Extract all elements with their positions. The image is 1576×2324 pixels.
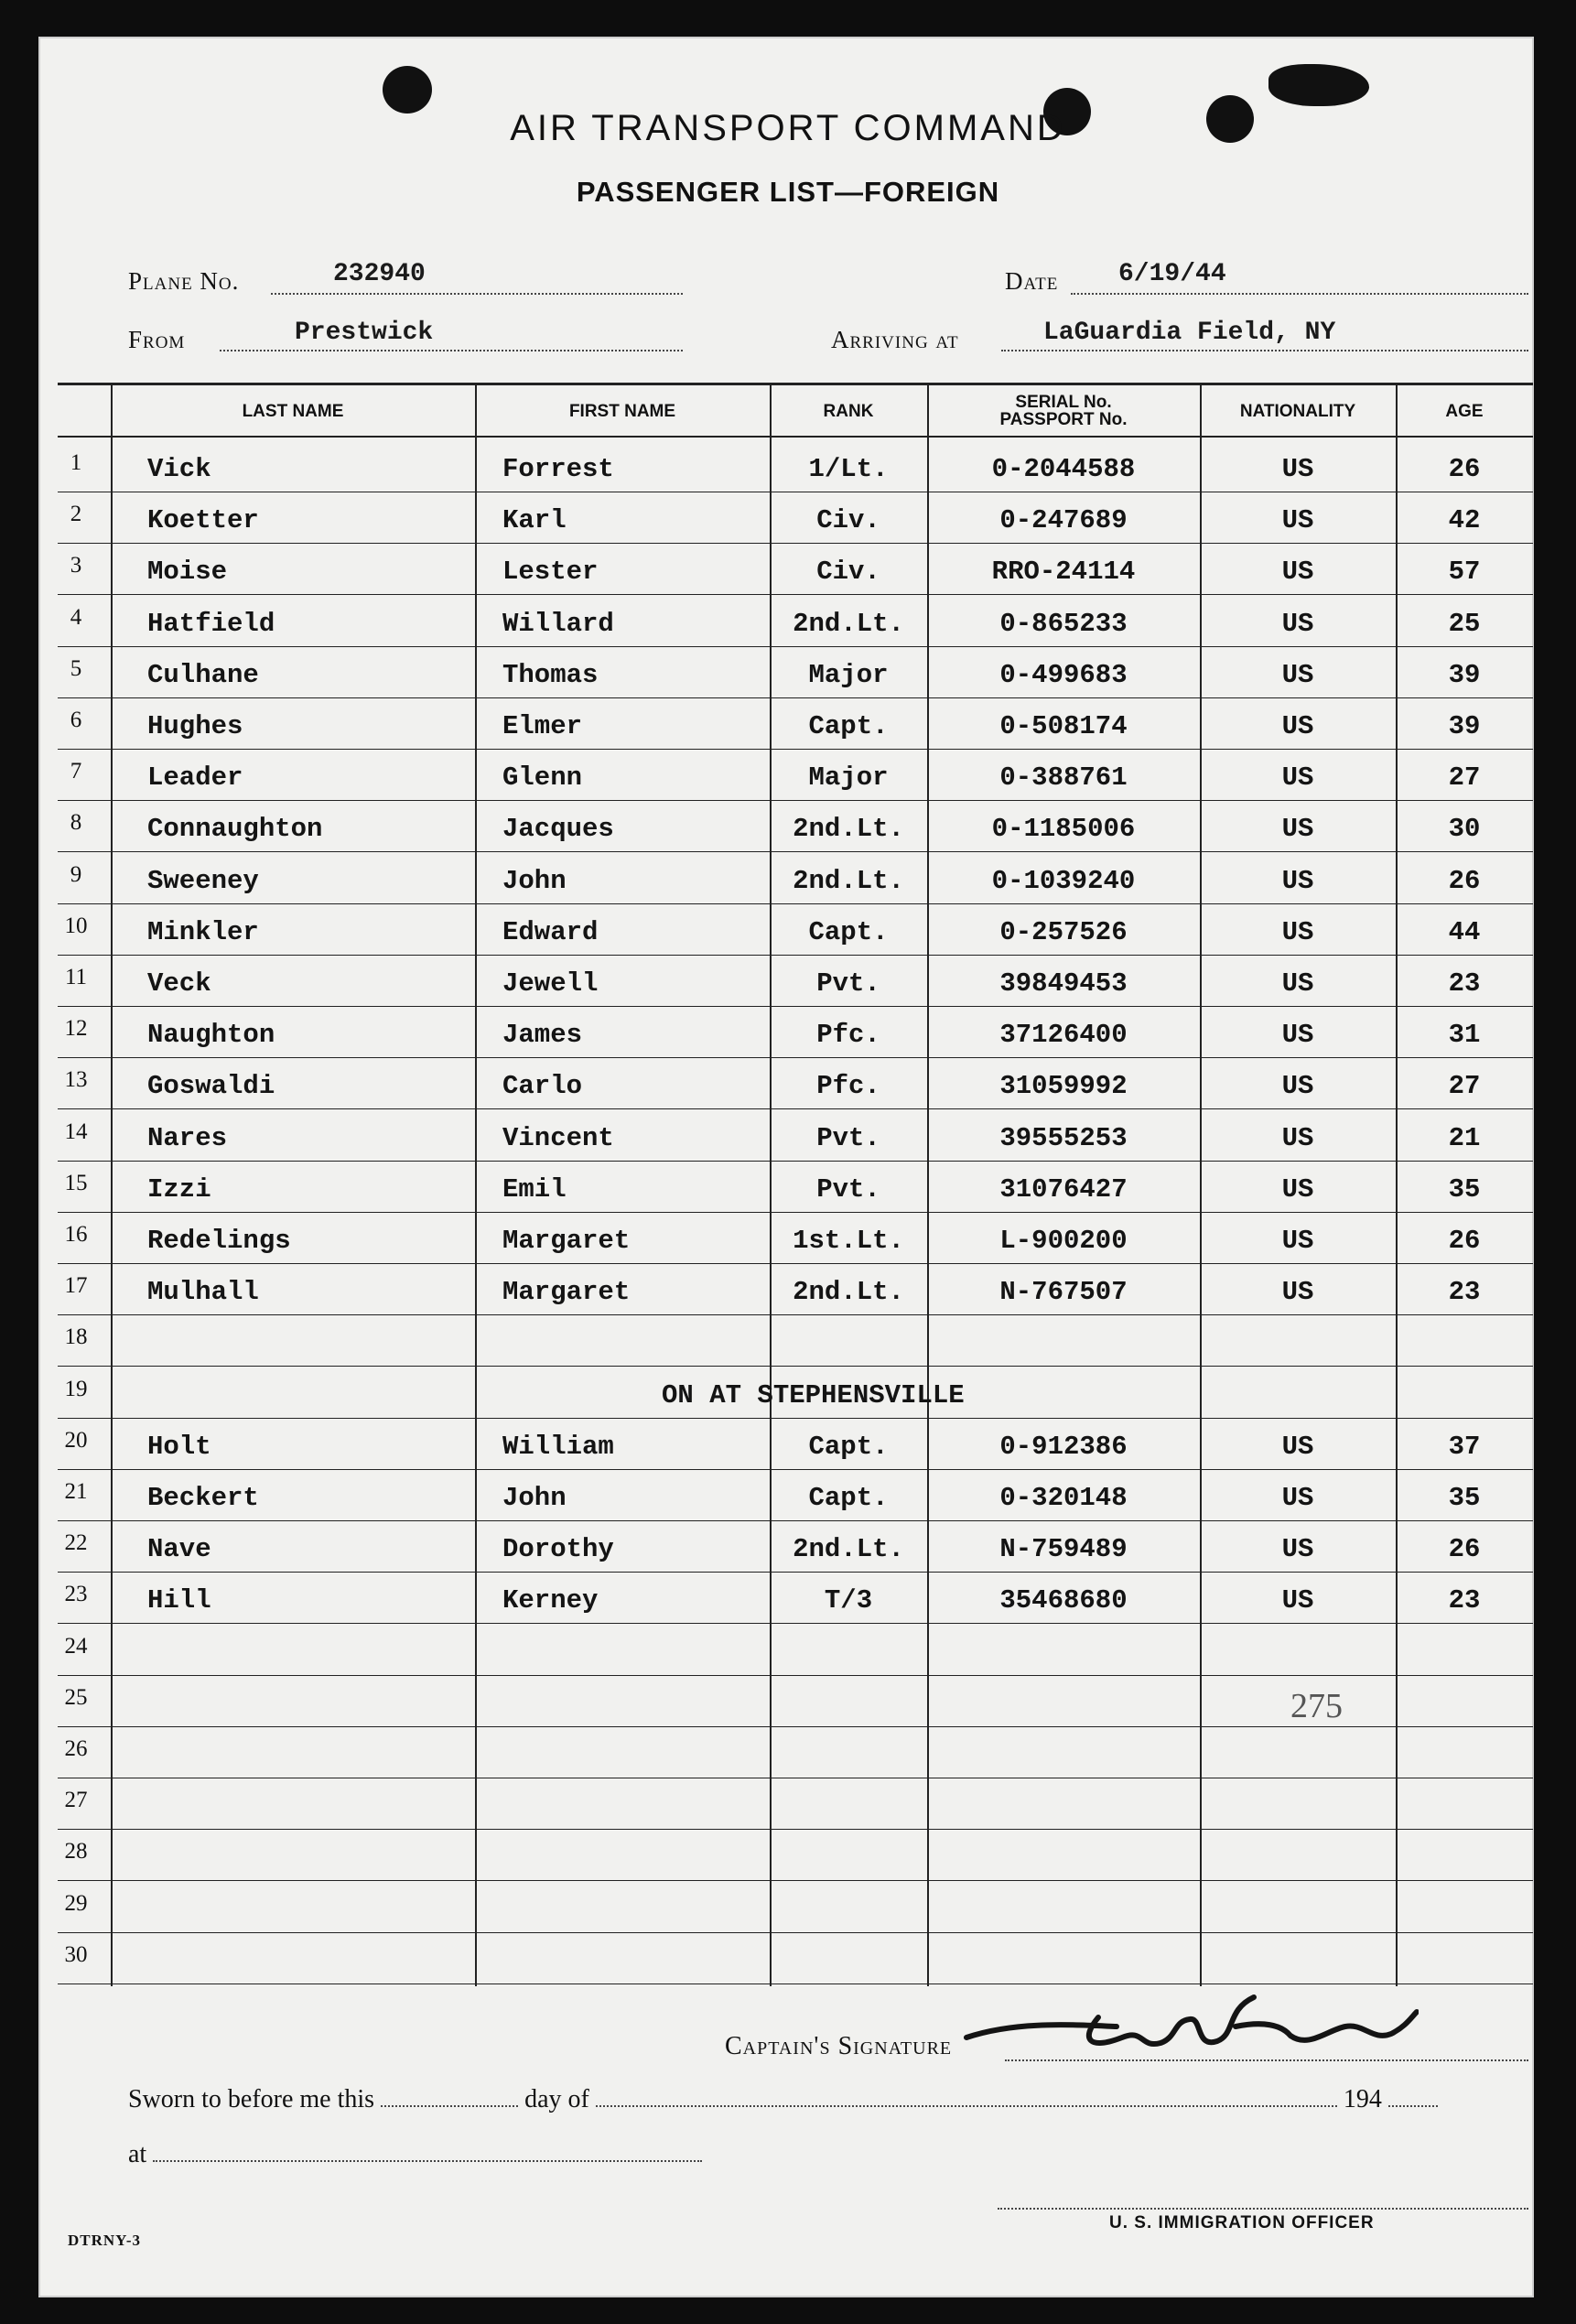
- cell-serial-no: 0-865233: [999, 608, 1128, 639]
- cell-first-name: Margaret: [502, 1277, 631, 1308]
- cell-serial-no: 39555253: [999, 1122, 1128, 1153]
- cell-first-name: James: [502, 1020, 583, 1051]
- table-row: [58, 492, 1533, 544]
- cell-age: 26: [1448, 865, 1481, 896]
- cell-first-name: Karl: [502, 505, 567, 536]
- table-row: [58, 1315, 1533, 1367]
- cell-serial-no: 39849453: [999, 968, 1128, 999]
- cell-rank: Capt.: [808, 916, 889, 947]
- row-number: 1: [70, 450, 82, 475]
- row-number: 4: [70, 604, 82, 630]
- table-row: [58, 698, 1533, 750]
- cell-last-name: Izzi: [147, 1173, 211, 1205]
- cell-first-name: Margaret: [502, 1226, 631, 1256]
- table-row: [58, 441, 1533, 492]
- punch-hole: [383, 66, 432, 113]
- at-label: at: [128, 2140, 147, 2168]
- sworn-line: [128, 2085, 1438, 2114]
- cell-nationality: US: [1281, 762, 1314, 794]
- plane-no-line: [271, 293, 683, 295]
- row-number: 14: [64, 1119, 88, 1144]
- cell-serial-no: 35468680: [999, 1585, 1128, 1616]
- cell-age: 35: [1448, 1483, 1481, 1513]
- cell-age: 42: [1448, 505, 1481, 536]
- from-label: From: [128, 326, 186, 353]
- cell-serial-no: 0-257526: [999, 916, 1128, 947]
- table-row: [58, 1419, 1533, 1470]
- cell-last-name: Redelings: [147, 1226, 291, 1256]
- cell-serial-no: N-759489: [999, 1534, 1128, 1565]
- cell-first-name: Lester: [502, 557, 599, 588]
- cell-age: 30: [1448, 814, 1481, 845]
- cell-nationality: US: [1281, 1483, 1314, 1513]
- cell-first-name: Dorothy: [502, 1534, 614, 1565]
- sworn-text: Sworn to before me this: [128, 2085, 375, 2113]
- arriving-line: [1001, 350, 1528, 351]
- cell-age: 27: [1448, 762, 1481, 794]
- cell-nationality: US: [1281, 454, 1314, 484]
- row-number: 22: [64, 1530, 88, 1556]
- row-number: 21: [64, 1479, 88, 1504]
- cell-nationality: US: [1281, 557, 1314, 588]
- sworn-year: 194: [1343, 2085, 1382, 2113]
- row-number: 27: [64, 1788, 88, 1813]
- row-number: 7: [70, 759, 82, 784]
- table-row: [58, 1110, 1533, 1162]
- cell-rank: Pvt.: [816, 1173, 880, 1205]
- table-row: [58, 1521, 1533, 1573]
- row-number: 12: [64, 1016, 88, 1042]
- table-row: [58, 1573, 1533, 1624]
- cell-last-name: Moise: [147, 557, 228, 588]
- cell-age: 23: [1448, 1277, 1481, 1308]
- cell-first-name: Glenn: [502, 762, 583, 794]
- cell-age: 25: [1448, 608, 1481, 639]
- cell-serial-no: 0-1039240: [991, 865, 1136, 896]
- handwritten-number: 275: [1290, 1687, 1343, 1725]
- cell-last-name: Hill: [147, 1585, 211, 1616]
- cell-serial-no: 37126400: [999, 1020, 1128, 1051]
- date-value: 6/19/44: [1118, 260, 1226, 288]
- cell-age: 26: [1448, 1226, 1481, 1256]
- row-number: 30: [64, 1941, 88, 1967]
- cell-nationality: US: [1281, 1071, 1314, 1102]
- cell-last-name: Nave: [147, 1534, 211, 1565]
- cell-nationality: US: [1281, 968, 1314, 999]
- table-row: [58, 1264, 1533, 1315]
- cell-first-name: Forrest: [502, 454, 614, 484]
- cell-rank: Capt.: [808, 1483, 889, 1513]
- table-row: [58, 1830, 1533, 1881]
- table-row: [58, 544, 1533, 595]
- cell-first-name: Jewell: [502, 968, 599, 999]
- cell-last-name: Koetter: [147, 505, 259, 536]
- date-label: Date: [1005, 267, 1059, 295]
- cell-nationality: US: [1281, 711, 1314, 741]
- table-row: [58, 1727, 1533, 1778]
- row-number: 19: [64, 1376, 88, 1401]
- cell-nationality: US: [1281, 608, 1314, 639]
- plane-no-label: Plane No.: [128, 267, 240, 295]
- cell-age: 23: [1448, 968, 1481, 999]
- row-number: 5: [70, 655, 82, 681]
- cell-rank: Pvt.: [816, 1122, 880, 1153]
- cell-rank: Pfc.: [816, 1020, 880, 1051]
- cell-serial-no: L-900200: [999, 1226, 1128, 1256]
- cell-first-name: Vincent: [502, 1122, 614, 1153]
- cell-last-name: Hughes: [147, 711, 243, 741]
- immigration-officer-label: U. S. IMMIGRATION OFFICER: [1109, 2213, 1375, 2232]
- col-header-serial-no: SERIAL No.: [1015, 393, 1112, 412]
- col-header-age: AGE: [1445, 402, 1484, 421]
- cell-serial-no: 0-388761: [999, 762, 1128, 794]
- cell-age: 26: [1448, 454, 1481, 484]
- cell-nationality: US: [1281, 659, 1314, 690]
- cell-first-name: Willard: [502, 608, 614, 639]
- cell-nationality: US: [1281, 916, 1314, 947]
- cell-last-name: Vick: [147, 454, 211, 484]
- cell-last-name: Hatfield: [147, 608, 275, 639]
- cell-rank: Civ.: [816, 557, 880, 588]
- row-number: 6: [70, 708, 82, 732]
- plane-no-value: 232940: [333, 260, 426, 288]
- row-number: 24: [64, 1633, 88, 1659]
- header-rule: [58, 436, 1533, 438]
- col-header-rank: RANK: [823, 402, 874, 421]
- cell-last-name: Goswaldi: [147, 1071, 275, 1102]
- cell-last-name: Holt: [147, 1431, 211, 1462]
- cell-nationality: US: [1281, 1431, 1314, 1462]
- row-number: 8: [70, 810, 82, 836]
- table-row: [58, 1882, 1533, 1933]
- cell-rank: 2nd.Lt.: [793, 608, 904, 639]
- cell-rank: Major: [808, 762, 889, 794]
- from-line: [220, 350, 683, 351]
- officer-line: [998, 2208, 1528, 2210]
- row-number: 2: [70, 502, 82, 527]
- col-header-nationality: NATIONALITY: [1239, 402, 1356, 421]
- cell-serial-no: 0-2044588: [991, 454, 1136, 484]
- cell-rank: 2nd.Lt.: [793, 814, 904, 845]
- arriving-label: Arriving at: [831, 326, 959, 353]
- cell-first-name: Kerney: [502, 1585, 599, 1616]
- cell-age: 21: [1448, 1122, 1481, 1153]
- table-row: [58, 750, 1533, 801]
- cell-age: 35: [1448, 1173, 1481, 1205]
- cell-serial-no: 31076427: [999, 1173, 1128, 1205]
- row-number: 26: [64, 1736, 88, 1761]
- cell-last-name: Nares: [147, 1122, 228, 1153]
- col-header-last-name: LAST NAME: [242, 402, 344, 421]
- date-line: [1071, 293, 1528, 295]
- table-row: [58, 1058, 1533, 1109]
- cell-first-name: William: [502, 1431, 614, 1462]
- row-number: 3: [70, 553, 82, 578]
- cell-nationality: US: [1281, 1534, 1314, 1565]
- row-number: 15: [64, 1170, 88, 1195]
- table-top-rule: [58, 383, 1533, 385]
- cell-serial-no: RRO-24114: [991, 557, 1136, 588]
- row-number: 9: [70, 861, 82, 887]
- cell-last-name: Minkler: [147, 916, 259, 947]
- cell-age: 31: [1448, 1020, 1481, 1051]
- row-number: 11: [64, 965, 88, 989]
- cell-rank: 1st.Lt.: [793, 1226, 904, 1256]
- cell-nationality: US: [1281, 1020, 1314, 1051]
- cell-serial-no: 0-1185006: [991, 814, 1136, 845]
- row-number: 25: [64, 1684, 88, 1710]
- at-line: [128, 2140, 702, 2169]
- cell-rank: Pfc.: [816, 1071, 880, 1102]
- row-number: 16: [64, 1222, 88, 1247]
- form-id: DTRNY-3: [68, 2232, 142, 2249]
- cell-rank: Civ.: [816, 505, 880, 536]
- cell-nationality: US: [1281, 1277, 1314, 1308]
- cell-serial-no: 0-499683: [999, 659, 1128, 690]
- row-number: 28: [64, 1839, 88, 1865]
- table-row: [58, 1778, 1533, 1830]
- cell-age: 39: [1448, 659, 1481, 690]
- cell-age: 26: [1448, 1534, 1481, 1565]
- col-header-passport-no: PASSPORT No.: [999, 410, 1128, 429]
- cell-rank: T/3: [824, 1585, 873, 1616]
- table-row: [58, 1933, 1533, 1984]
- cell-first-name: Carlo: [502, 1071, 583, 1102]
- table-row: [58, 1213, 1533, 1264]
- col-header-first-name: FIRST NAME: [568, 402, 676, 421]
- cell-nationality: US: [1281, 505, 1314, 536]
- cell-age: 23: [1448, 1585, 1481, 1616]
- sworn-day-of: day of: [524, 2085, 589, 2113]
- cell-serial-no: 0-508174: [999, 711, 1128, 741]
- cell-age: 39: [1448, 711, 1481, 741]
- row-number: 29: [64, 1890, 88, 1916]
- cell-serial-no: 0-912386: [999, 1431, 1128, 1462]
- cell-first-name: Thomas: [502, 659, 599, 690]
- cell-age: 57: [1448, 557, 1481, 588]
- cell-serial-no: 0-247689: [999, 505, 1128, 536]
- arriving-value: LaGuardia Field, NY: [1043, 319, 1336, 347]
- row-number: 17: [64, 1273, 88, 1299]
- cell-first-name: John: [502, 1483, 567, 1513]
- row-number: 13: [64, 1067, 88, 1093]
- ink-blot: [1268, 64, 1369, 106]
- row-number: 18: [64, 1324, 88, 1350]
- cell-rank: Major: [808, 659, 889, 690]
- captain-signature: [961, 1984, 1419, 2067]
- form-title: AIR TRANSPORT COMMAND: [510, 108, 1066, 148]
- passenger-table: [58, 383, 1533, 1986]
- captain-signature-label: Captain's Signature: [725, 2032, 953, 2060]
- table-row: [58, 596, 1533, 647]
- cell-age: 27: [1448, 1071, 1481, 1102]
- cell-first-name: Emil: [502, 1173, 567, 1205]
- cell-rank: 2nd.Lt.: [793, 865, 904, 896]
- table-row: [58, 1007, 1533, 1058]
- cell-last-name: Veck: [147, 968, 211, 999]
- cell-rank: 2nd.Lt.: [793, 1277, 904, 1308]
- cell-rank: 1/Lt.: [808, 454, 889, 484]
- cell-last-name: Naughton: [147, 1020, 275, 1051]
- row-note: ON AT STEPHENSVILLE: [662, 1379, 965, 1411]
- cell-serial-no: 0-320148: [999, 1483, 1128, 1513]
- table-row: [58, 853, 1533, 904]
- cell-first-name: John: [502, 865, 567, 896]
- table-row: [58, 1625, 1533, 1676]
- cell-nationality: US: [1281, 1585, 1314, 1616]
- cell-nationality: US: [1281, 1122, 1314, 1153]
- cell-last-name: Connaughton: [147, 814, 323, 845]
- cell-rank: Pvt.: [816, 968, 880, 999]
- cell-first-name: Jacques: [502, 814, 614, 845]
- from-value: Prestwick: [295, 319, 434, 347]
- cell-last-name: Leader: [147, 762, 243, 794]
- cell-rank: 2nd.Lt.: [793, 1534, 904, 1565]
- cell-rank: Capt.: [808, 711, 889, 741]
- table-row: [58, 801, 1533, 852]
- cell-last-name: Beckert: [147, 1483, 259, 1513]
- cell-last-name: Mulhall: [147, 1277, 259, 1308]
- table-row: [58, 904, 1533, 956]
- cell-serial-no: 31059992: [999, 1071, 1128, 1102]
- cell-nationality: US: [1281, 1173, 1314, 1205]
- col-header-serial: [927, 394, 1200, 428]
- table-row: [58, 1470, 1533, 1521]
- cell-rank: Capt.: [808, 1431, 889, 1462]
- row-number: 10: [64, 913, 88, 938]
- table-row: [58, 647, 1533, 698]
- cell-last-name: Culhane: [147, 659, 259, 690]
- table-row: [58, 1367, 1533, 1419]
- form-subtitle: PASSENGER LIST—FOREIGN: [576, 176, 1000, 208]
- cell-nationality: US: [1281, 1226, 1314, 1256]
- cell-last-name: Sweeney: [147, 865, 259, 896]
- cell-serial-no: N-767507: [999, 1277, 1128, 1308]
- cell-first-name: Edward: [502, 916, 599, 947]
- table-row: [58, 1162, 1533, 1213]
- cell-nationality: US: [1281, 814, 1314, 845]
- table-row: [58, 956, 1533, 1007]
- row-number: 23: [64, 1582, 88, 1607]
- cell-age: 44: [1448, 916, 1481, 947]
- cell-first-name: Elmer: [502, 711, 583, 741]
- cell-nationality: US: [1281, 865, 1314, 896]
- cell-age: 37: [1448, 1431, 1481, 1462]
- row-number: 20: [64, 1427, 88, 1453]
